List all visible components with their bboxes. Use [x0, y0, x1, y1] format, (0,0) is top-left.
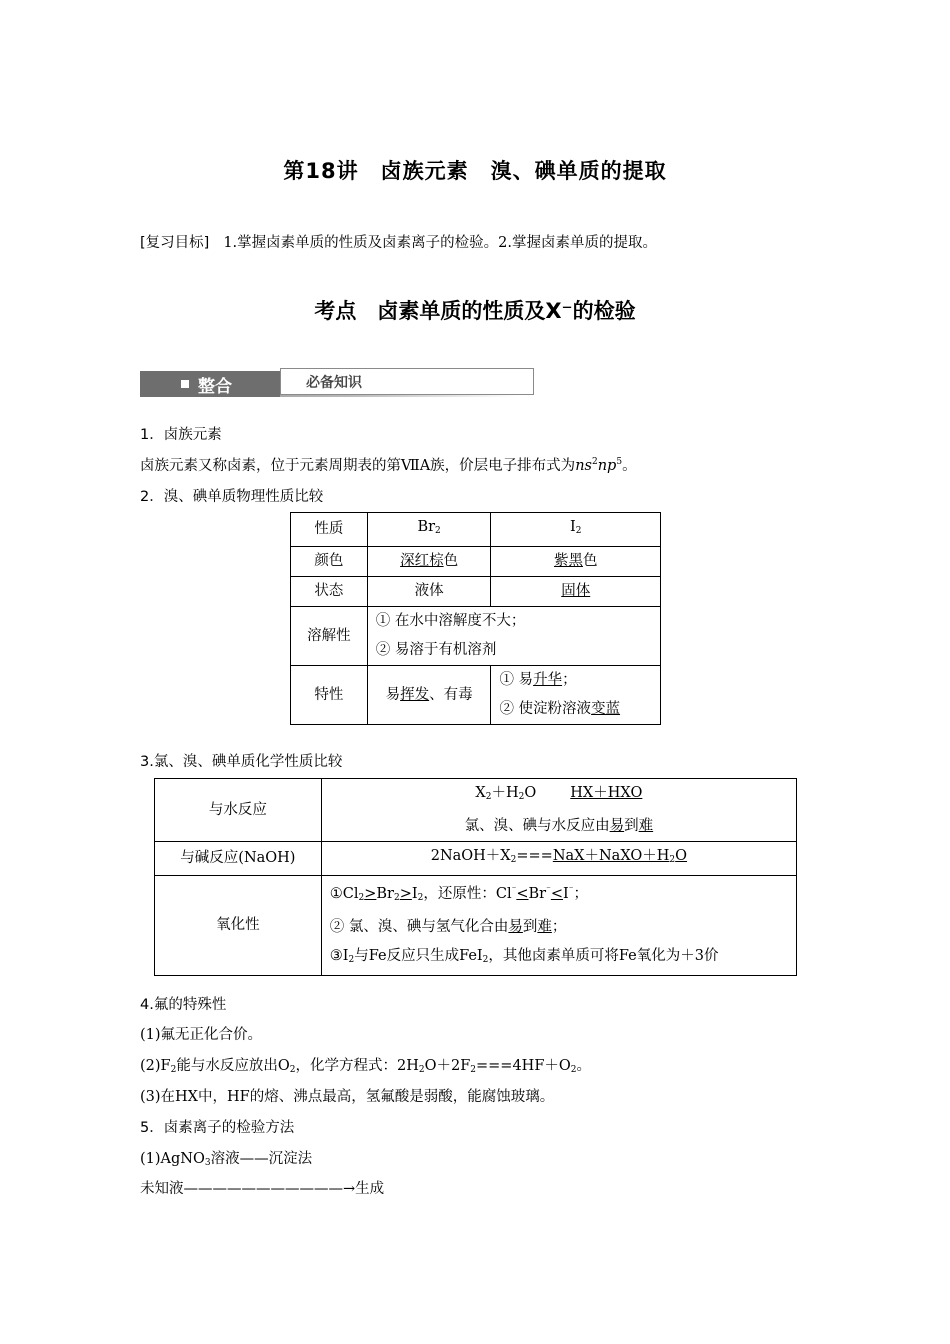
header-i2: [491, 513, 661, 547]
s5p1-a: (1)AgNO: [140, 1151, 205, 1167]
section-2-heading: 2．溴、碘单质物理性质比较: [140, 489, 324, 505]
review-text: 1.掌握卤素单质的性质及卤素离子的检验。2.掌握卤素单质的提取。: [223, 235, 657, 251]
water-eq-sub2: 2: [518, 792, 525, 802]
ox1-sub1: 2: [358, 893, 365, 903]
oxidation-line-2: [330, 913, 796, 942]
i-special-1-answer: 升华: [533, 672, 563, 688]
section-1-heading: 1．卤族元素: [140, 427, 222, 443]
row-solubility-label: 溶解性: [291, 607, 368, 666]
base-eq-products-b: O: [675, 848, 688, 864]
ox1-minus2: ⁻: [546, 885, 551, 895]
water-eq-sub: 2: [485, 792, 492, 802]
s5p1-b: 溶液——沉淀法: [210, 1151, 313, 1167]
s1-formula-ns: ns: [575, 458, 592, 474]
ox2-pre: ② 氯、溴、碘与氢气化合由: [329, 919, 509, 935]
s4p2-e: ===4HF＋O: [476, 1058, 571, 1074]
ox3-sub1: 2: [348, 955, 355, 965]
ox1-gt2: >: [399, 886, 412, 902]
s5p1-sub: 3: [204, 1158, 211, 1168]
section-4-heading: 4.氟的特殊性: [140, 997, 227, 1013]
br-symbol: Br: [417, 519, 436, 535]
s1-exp-5: 5: [616, 457, 623, 467]
br-special: [367, 666, 491, 725]
oxidation-line-3: [330, 942, 796, 975]
ox1-reducing: ，还原性：Cl: [423, 886, 512, 902]
s4p2-sub3: 2: [418, 1065, 425, 1075]
water-trend-to: 到: [624, 818, 639, 834]
i-special-line-1: [499, 666, 660, 695]
base-eq-reactants: 2NaOH＋X: [430, 848, 511, 864]
br-color: [367, 547, 491, 577]
table-row: [155, 779, 797, 842]
section-5-p2: 未知液———————————→生成: [140, 1181, 385, 1197]
section-1-text: [140, 454, 637, 475]
ox1-i: I: [411, 886, 418, 902]
ox3-rest: ，其他卤素单质可将Fe氧化为＋3价: [488, 948, 719, 964]
i-special-line-2: [499, 695, 660, 724]
square-bullet-icon: [181, 380, 189, 388]
i-symbol: I: [569, 519, 576, 535]
ox1-lt2: <: [550, 886, 564, 902]
section-3-heading: 3.氯、溴、碘单质化学性质比较: [140, 754, 343, 770]
water-trend-easy: 易: [609, 818, 625, 834]
section-4-p3: (3)在HX中，HF的熔、沸点最高，氢氟酸是弱酸，能腐蚀玻璃。: [140, 1089, 555, 1105]
ox2-easy: 易: [508, 919, 523, 935]
br-special-answer: 挥发: [400, 686, 430, 703]
section-banner: [140, 368, 518, 401]
base-eq-sub2: 2: [669, 855, 676, 865]
s4p2-sub2: 2: [289, 1065, 296, 1075]
section-5-p1: [140, 1147, 312, 1168]
section-4-p1: (1)氟无正化合价。: [140, 1027, 263, 1043]
s4p2-a: (2)F: [140, 1058, 171, 1074]
i-special: [491, 666, 661, 725]
i-special-2-pre: ② 使淀粉溶液: [499, 701, 592, 717]
br-state: 液体: [367, 577, 491, 607]
ox1-gt1: >: [364, 886, 377, 902]
banner-sub-label: 必备知识: [306, 375, 362, 391]
solubility-line-1: ① 在水中溶解度不大；: [375, 613, 526, 629]
ox1-cl: ①Cl: [329, 886, 359, 902]
table-row: [291, 577, 661, 607]
s1-line-pre: 卤族元素又称卤素，位于元素周期表的第ⅦA族，价层电子排布式为: [140, 458, 576, 474]
table-row: [291, 666, 661, 725]
table-row: [291, 607, 661, 666]
ox1-sub3: 2: [417, 893, 424, 903]
i-special-1-pre: ① 易: [499, 672, 534, 688]
base-eq-products: [553, 848, 687, 864]
i-state: 固体: [491, 577, 661, 607]
i-color: [491, 547, 661, 577]
ox3-i: ③I: [329, 948, 349, 964]
s4p2-sub1: 2: [170, 1065, 177, 1075]
table-row: [291, 513, 661, 547]
i-color-suffix: 色: [582, 553, 598, 569]
br-special-pre: 易: [385, 686, 401, 703]
ox2-to: 到: [522, 919, 538, 935]
br-color-suffix: 色: [443, 553, 459, 569]
s4p2-sub5: 2: [570, 1065, 577, 1075]
ox1-sub2: 2: [393, 893, 400, 903]
water-reaction-cell: [321, 779, 796, 842]
oxidation-cell: [321, 876, 796, 976]
base-reaction-equation: [321, 842, 796, 876]
br-color-answer: 深红棕: [400, 553, 444, 569]
water-eq-o: O: [524, 785, 537, 801]
section-4-p2: [140, 1054, 591, 1075]
s1-formula-np: np: [597, 458, 617, 474]
ox1-br-ion: Br: [528, 886, 547, 902]
base-eq-sub: 2: [510, 855, 517, 865]
s4p2-f: 。: [576, 1058, 592, 1074]
table-row: [155, 842, 797, 876]
ox1-end: ；: [573, 886, 589, 902]
oxidation-label: 氧化性: [155, 876, 322, 976]
ox1-br: Br: [376, 886, 394, 902]
s1-line-post: 。: [622, 458, 637, 474]
ox2-hard: 难: [537, 919, 552, 935]
water-trend-pre: 氯、溴、碘与水反应由: [464, 818, 610, 834]
base-eq-products-a: NaX＋NaXO＋H: [552, 848, 670, 864]
solubility-line-2: ② 易溶于有机溶剂: [375, 642, 497, 658]
s1-exp-2: 2: [591, 457, 598, 467]
water-eq-x: X: [475, 785, 486, 801]
row-state-label: 状态: [291, 577, 368, 607]
water-eq-product: HX＋HXO: [570, 785, 643, 801]
header-property: 性质: [291, 513, 368, 547]
solubility-cell: [367, 607, 660, 666]
base-reaction-label: 与碱反应(NaOH): [155, 842, 322, 876]
s4p2-c: ，化学方程式：2H: [295, 1058, 419, 1074]
banner-subbox: [280, 368, 534, 395]
physical-properties-table: [290, 512, 661, 725]
water-reaction-label: 与水反应: [155, 779, 322, 842]
ox2-end: ；: [551, 919, 567, 935]
i-special-1-post: ；: [562, 672, 577, 688]
br-special-post: 、有毒: [429, 686, 473, 703]
base-eq-arrow: ===: [516, 848, 553, 864]
chemical-properties-table: [154, 778, 797, 976]
i-special-2-answer: 变蓝: [591, 701, 621, 717]
ox1-minus3: ⁻: [568, 885, 574, 895]
table-row: [291, 547, 661, 577]
section-subtitle: 考点 卤素单质的性质及X⁻的检验: [314, 299, 636, 323]
ox3-fei: 与Fe反应只生成FeI: [354, 948, 483, 964]
review-goals: [140, 231, 657, 252]
ox3-sub2: 2: [482, 955, 489, 965]
ox1-lt1: <: [516, 886, 529, 902]
header-br2: [367, 513, 491, 547]
ox1-i-ion: I: [563, 886, 569, 902]
i-sub: 2: [575, 526, 582, 536]
water-trend: [322, 812, 796, 841]
table-row: [155, 876, 797, 976]
banner-label: 整合: [198, 377, 232, 397]
s4p2-d: O＋2F: [424, 1058, 471, 1074]
review-tag: [复习目标]: [140, 235, 210, 251]
s4p2-sub4: 2: [470, 1065, 476, 1075]
row-special-label: 特性: [291, 666, 368, 725]
i-color-answer: 紫黑: [553, 553, 583, 569]
row-color-label: 颜色: [291, 547, 368, 577]
water-eq-mid: ＋H: [491, 785, 519, 801]
ox1-minus1: ⁻: [511, 885, 517, 895]
s4p2-b: 能与水反应放出O: [176, 1058, 290, 1074]
section-5-heading: 5．卤素离子的检验方法: [140, 1120, 295, 1136]
br-sub: 2: [435, 526, 441, 536]
water-trend-hard: 难: [638, 818, 654, 834]
page-title: 第18讲 卤族元素 溴、碘单质的提取: [283, 159, 667, 183]
water-equation: [322, 779, 796, 812]
oxidation-line-1: [330, 876, 796, 913]
